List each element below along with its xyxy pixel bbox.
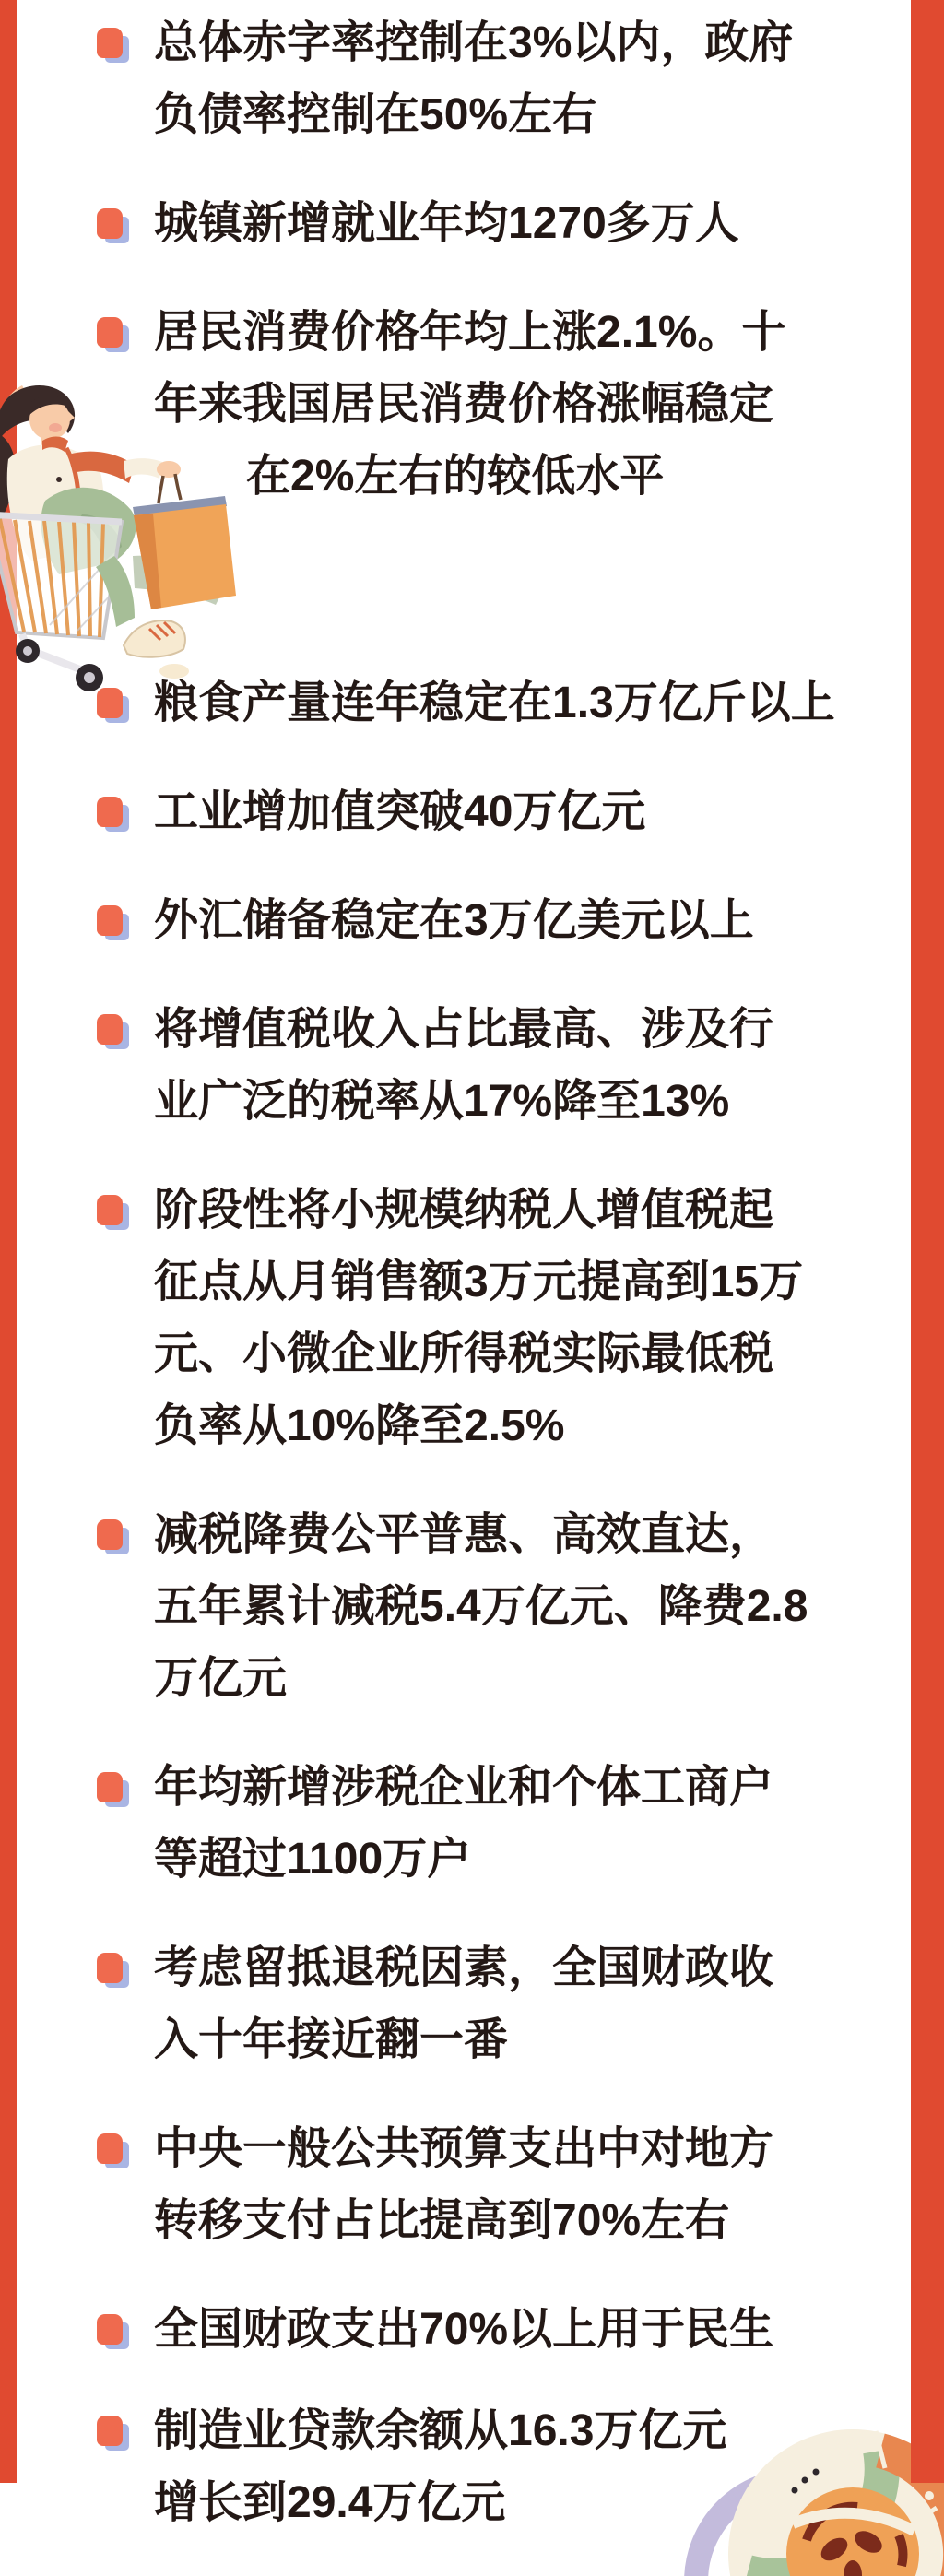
bullet-line: 在2%左右的较低水平 [246, 452, 665, 501]
bullet-text [154, 2294, 773, 2366]
bullet-line: 年均新增涉税企业和个体工商户 [154, 1763, 774, 1812]
bullet-line: 年来我国居民消费价格涨幅稳定 [154, 380, 774, 429]
bullet-line: 入十年接近翻一番 [154, 2015, 509, 2064]
bullet-line: 负率从10%降至2.5% [154, 1401, 565, 1450]
bullet-marker-icon [97, 1772, 134, 1813]
bullet-marker-icon [97, 208, 134, 249]
bullet-line: 元、小微企业所得税实际最低税 [154, 1329, 774, 1378]
bullet-item [0, 885, 944, 957]
woman-in-shopping-cart-illustration [0, 376, 243, 704]
bullet-text [154, 1175, 803, 1462]
bullet-marker-icon [97, 905, 134, 946]
bullet-text [154, 994, 773, 1138]
bullet-line: 外汇储备稳定在3万亿美元以上 [154, 896, 754, 945]
bullet-marker-chip [97, 2133, 123, 2164]
bullet-text [154, 668, 835, 739]
bullet-item [0, 2294, 944, 2366]
bullet-text [154, 885, 754, 957]
bullet-item [0, 188, 944, 260]
bullet-line: 工业增加值突破40万亿元 [154, 787, 646, 836]
bullet-line: 增长到29.4万亿元 [154, 2478, 506, 2527]
bullet-marker-chip [97, 797, 123, 827]
bullet-marker-icon [97, 2416, 134, 2456]
bullet-line: 五年累计减税5.4万亿元、降费2.8 [154, 1582, 808, 1631]
bullet-marker-chip [97, 317, 123, 348]
bullet-marker-chip [97, 1519, 123, 1550]
bullet-line: 业广泛的税率从17%降至13% [154, 1077, 730, 1126]
bullet-text [154, 188, 739, 260]
bullet-marker-icon [97, 797, 134, 837]
bullet-line: 中央一般公共预算支出中对地方 [154, 2124, 774, 2173]
bullet-line: 制造业贷款余额从16.3万亿元 [154, 2406, 727, 2455]
bullet-marker-chip [97, 208, 123, 239]
bullet-line: 粮食产量连年稳定在1.3万亿斤以上 [154, 679, 835, 727]
bullet-marker-chip [97, 1772, 123, 1802]
bullet-item [0, 994, 944, 1138]
bullet-marker-chip [97, 1953, 123, 1983]
bullet-text [154, 1752, 773, 1896]
page-border-left [0, 0, 17, 2483]
bullet-line: 阶段性将小规模纳税人增值税起 [154, 1186, 774, 1235]
bullet-line: 总体赤字率控制在3%以内，政府 [154, 18, 794, 67]
bullet-item [0, 776, 944, 848]
bullet-marker-chip [97, 2314, 123, 2345]
bullet-marker-icon [97, 317, 134, 358]
coin-illustration [710, 2411, 911, 2568]
bullet-marker-chip [97, 28, 123, 58]
bullet-item [0, 1499, 944, 1715]
bullet-marker-chip [97, 1195, 123, 1225]
bullet-line: 等超过1100万户 [154, 1835, 472, 1884]
bullet-item [0, 7, 944, 151]
bullet-text [154, 1932, 773, 2076]
bullet-line: 负债率控制在50%左右 [154, 90, 597, 139]
bullet-marker-icon [97, 2133, 134, 2174]
bullet-marker-chip [97, 1014, 123, 1045]
bullet-text [154, 776, 645, 848]
bullet-line: 减税降费公平普惠、高效直达， [154, 1510, 774, 1559]
bullet-marker-icon [97, 1519, 134, 1560]
bullet-marker-icon [97, 28, 134, 68]
bullet-marker-chip [97, 2416, 123, 2446]
bullet-item [0, 1752, 944, 1896]
bullet-item [0, 1175, 944, 1462]
bullet-line: 考虑留抵退税因素，全国财政收 [154, 1944, 774, 1992]
bullet-marker-icon [97, 1953, 134, 1993]
bullet-line: 全国财政支出70%以上用于民生 [154, 2305, 774, 2354]
bullet-marker-icon [97, 1195, 134, 1235]
bullet-marker-icon [97, 2314, 134, 2355]
bullet-marker-icon [97, 1014, 134, 1055]
bullet-item [0, 1932, 944, 2076]
bullet-marker-chip [97, 905, 123, 936]
bullet-text [154, 2113, 773, 2257]
bullet-line: 万亿元 [154, 1654, 288, 1703]
bullet-line: 居民消费价格年均上涨2.1%。十 [154, 308, 786, 357]
bullet-line: 征点从月销售额3万元提高到15万 [154, 1258, 804, 1306]
bullet-line: 将增值税收入占比最高、涉及行 [154, 1005, 774, 1054]
bullet-line: 城镇新增就业年均1270多万人 [154, 199, 739, 248]
bullet-text [154, 1499, 808, 1715]
bullet-line: 转移支付占比提高到70%左右 [154, 2196, 730, 2245]
bullet-item [0, 2113, 944, 2257]
bullet-text [154, 2395, 726, 2539]
bullet-text [154, 7, 793, 151]
page-border-right [911, 0, 944, 2483]
bullet-text [154, 297, 785, 513]
